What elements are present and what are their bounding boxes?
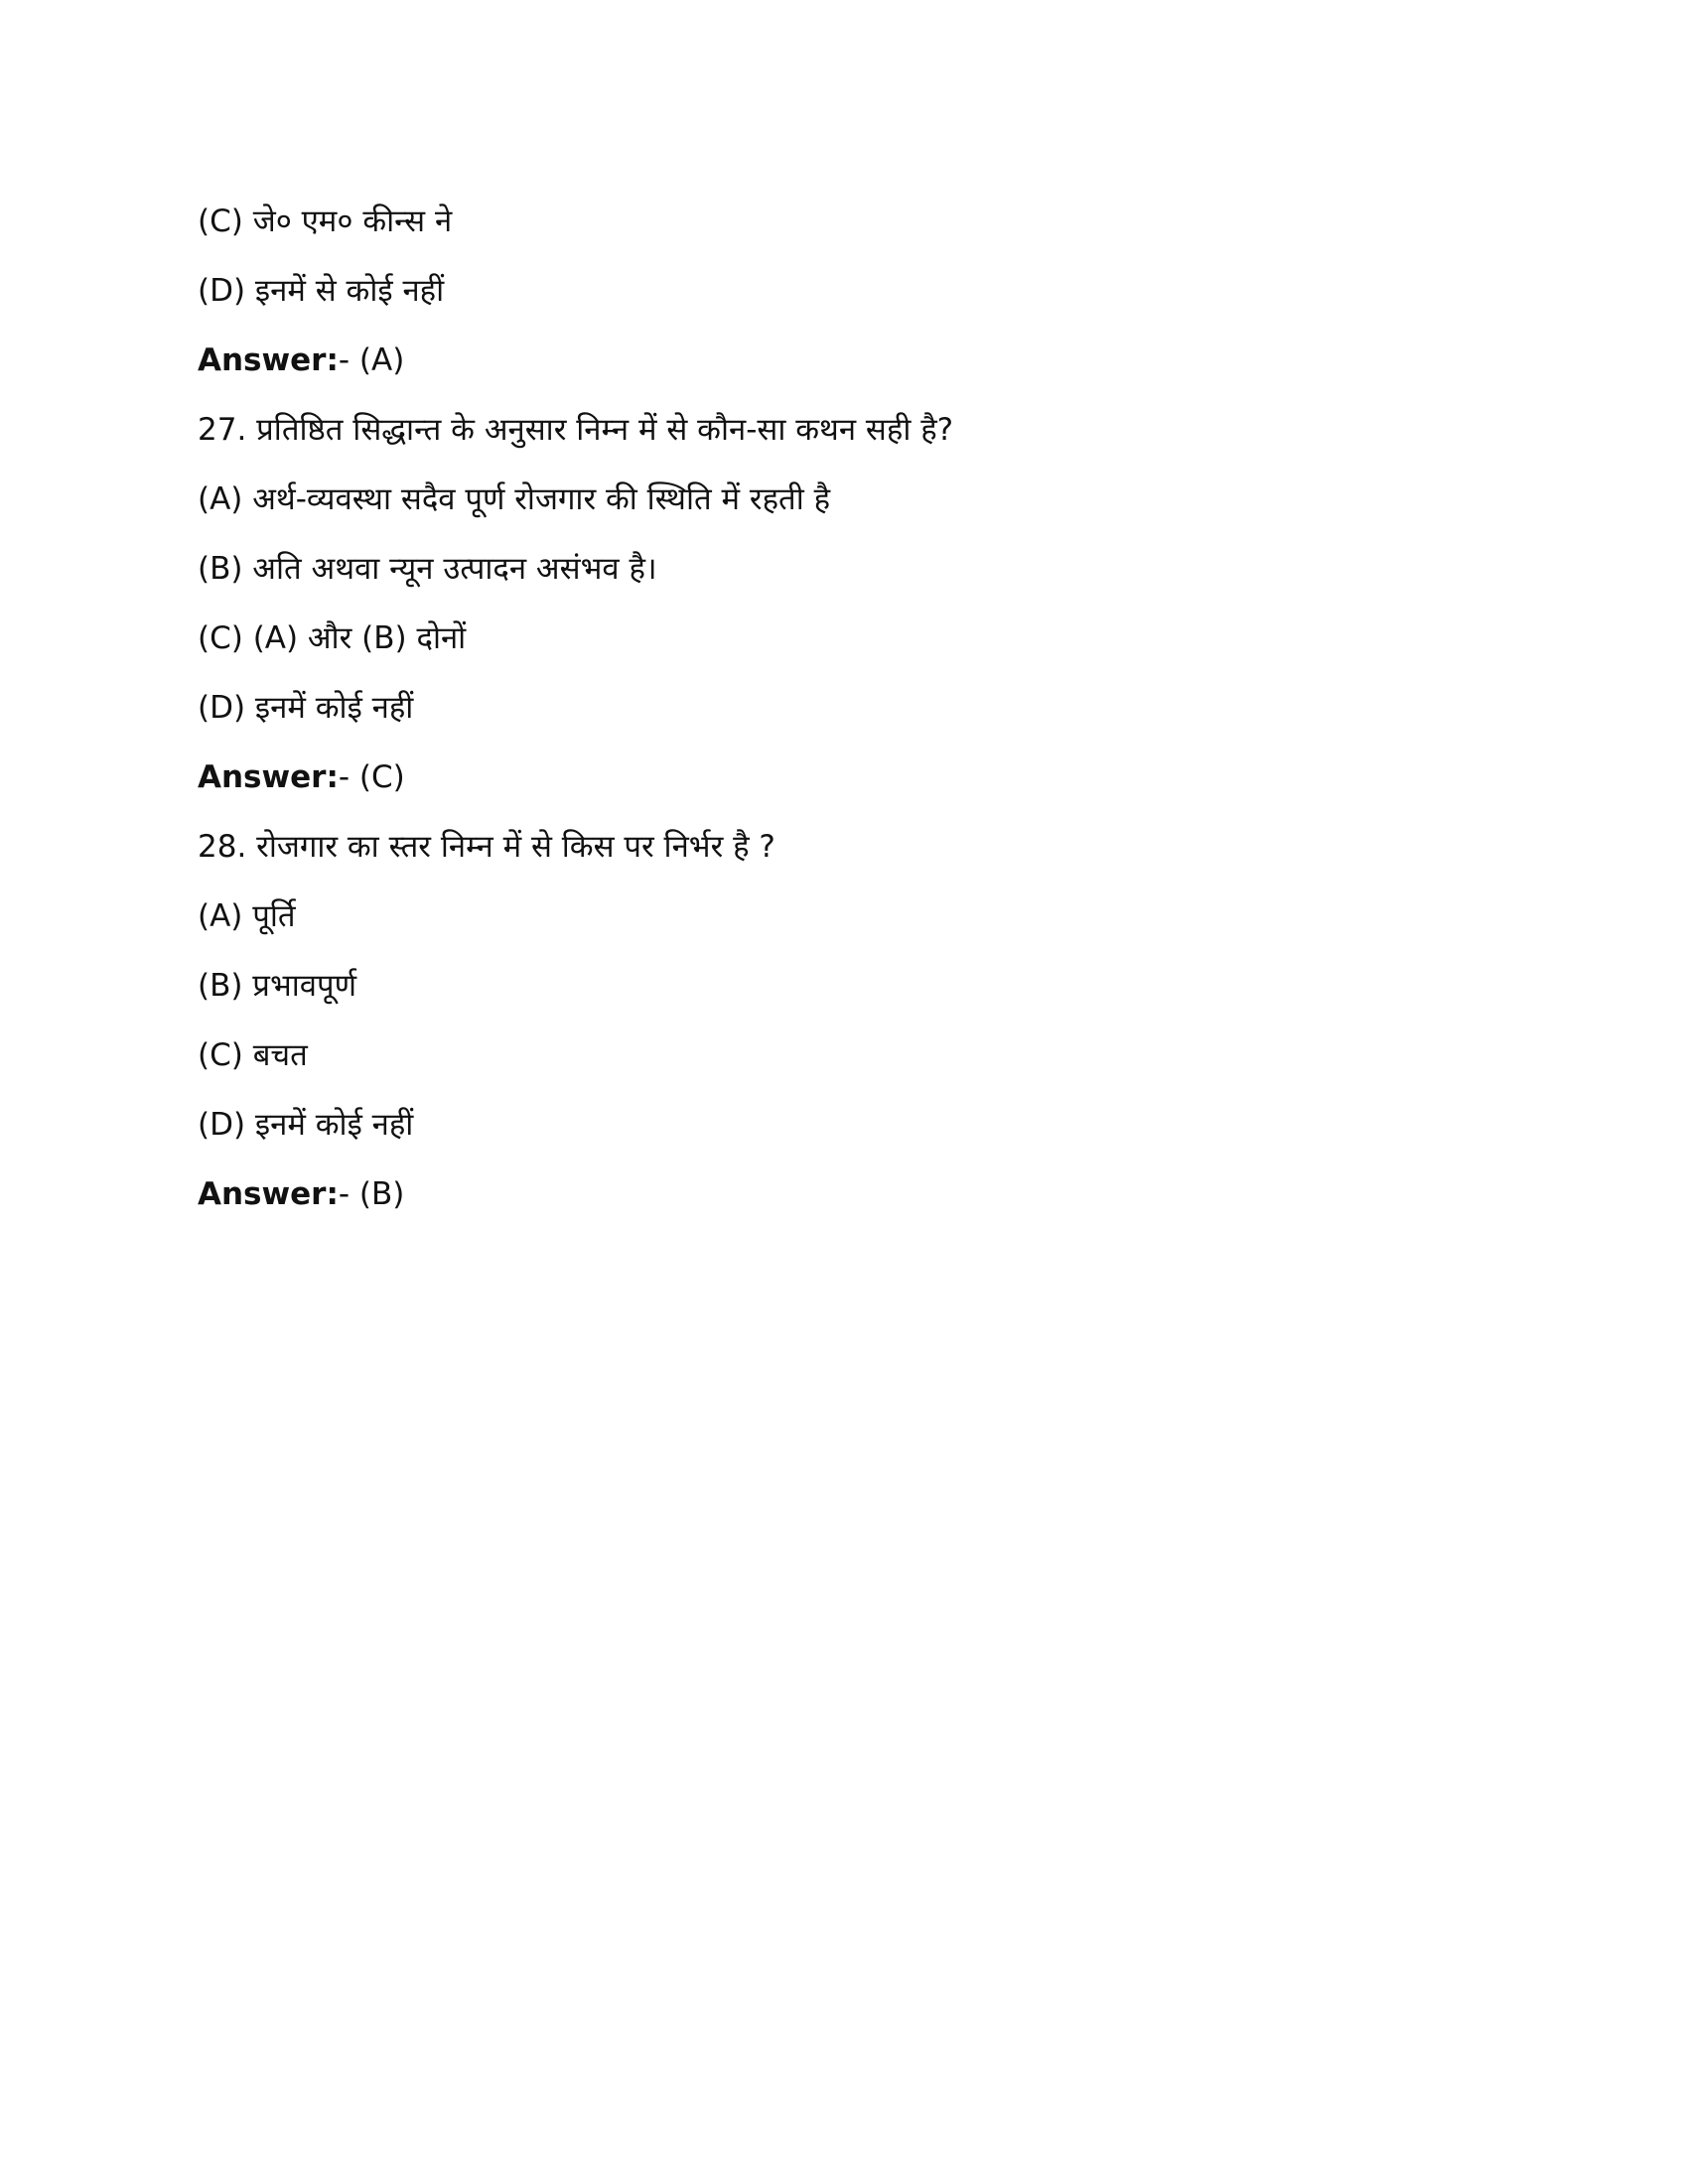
answer-value: - (B) — [338, 1176, 405, 1212]
option-b-q28: (B) प्रभावपूर्ण — [198, 968, 357, 1004]
option-b-q27: (B) अति अथवा न्यून उत्पादन असंभव है। — [198, 551, 657, 587]
option-a-q27: (A) अर्थ-व्यवस्था सदैव पूर्ण रोजगार की स्थिति में रहती है — [198, 481, 831, 517]
answer-q28 — [198, 1167, 1488, 1237]
answer-q26 — [198, 334, 1488, 403]
question-content — [198, 195, 1488, 1237]
option-c-q27: (C) (A) और (B) दोनों — [198, 620, 467, 656]
option-c-q28: (C) बचत — [198, 1037, 308, 1073]
answer-label: Answer: — [198, 759, 339, 795]
question-28: 28. रोजगार का स्तर निम्न में से किस पर निर्भर है ? — [198, 829, 775, 865]
option-a-q28: (A) पूर्ति — [198, 898, 296, 934]
option-d-q27: (D) इनमें कोई नहीं — [198, 690, 414, 726]
answer-value: - (C) — [338, 759, 405, 795]
answer-value: - (A) — [338, 342, 405, 378]
answer-label: Answer: — [198, 1176, 339, 1212]
option-d-q26: (D) इनमें से कोई नहीं — [198, 273, 445, 309]
answer-q27 — [198, 751, 1488, 820]
question-27: 27. प्रतिष्ठित सिद्धान्त के अनुसार निम्न में से कौन-सा कथन सही है? — [198, 412, 954, 448]
option-d-q28: (D) इनमें कोई नहीं — [198, 1107, 414, 1143]
option-c-q26: (C) जे० एम० कीन्स ने — [198, 204, 453, 239]
answer-label: Answer: — [198, 342, 339, 378]
